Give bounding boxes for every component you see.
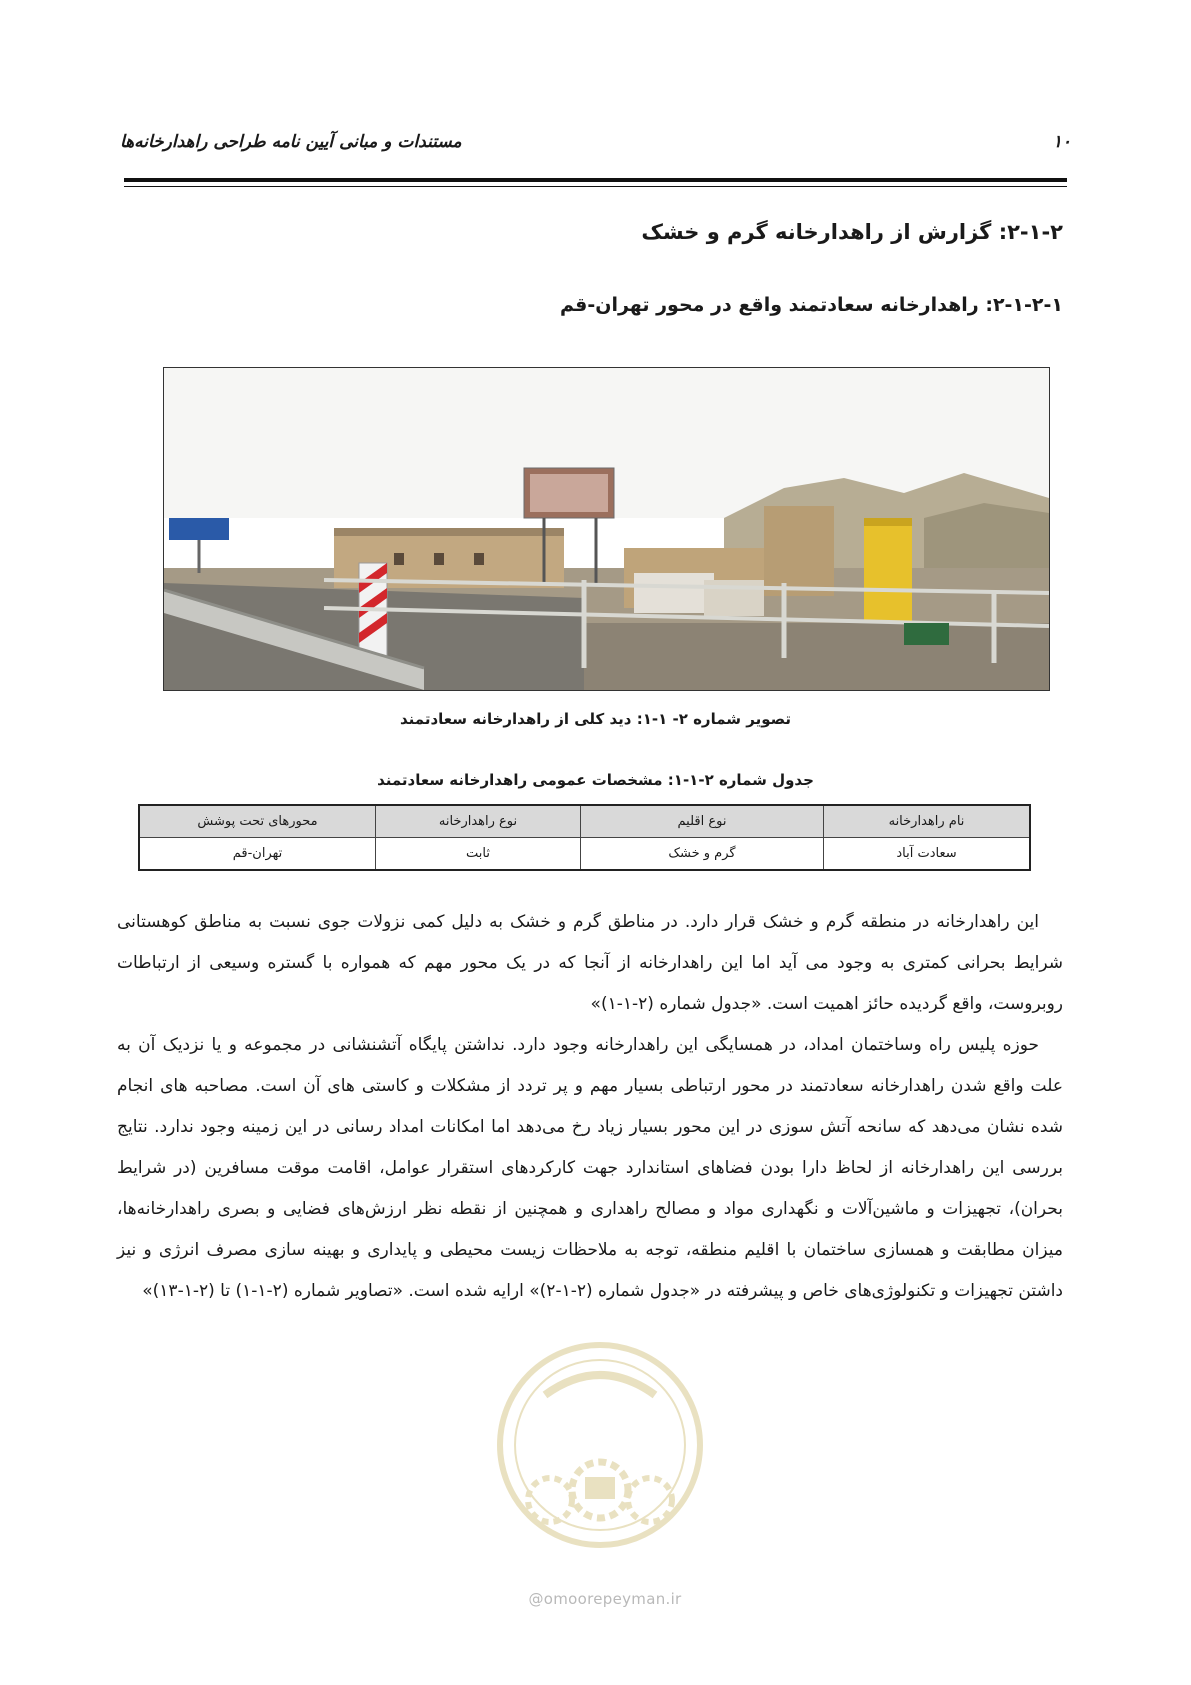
- table-row: [139, 838, 1030, 871]
- paragraph: این راهدارخانه در منطقه گرم و خشک قرار دارد. در مناطق گرم و خشک به دلیل کمی نزولات جوی نسبت به مناطق کوهستانی شرایط بحرانی کمتری به وجود می آید اما این راهدارخانه از آنجا که در یک محور مهم که همواره با گستره وسیعی از ارتباطات روبروست، واقع گردیده حائز اهمیت است. «جدول شماره (۲-۱-۱)»: [117, 912, 1063, 1014]
- header-rule-thin: [124, 186, 1067, 187]
- watermark-logo: [485, 1325, 715, 1585]
- table-header-cell: محورهای تحت پوشش: [139, 805, 376, 838]
- table-cell: گرم و خشک: [581, 838, 824, 871]
- table-header-cell: نوع راهدارخانه: [376, 805, 581, 838]
- table-caption: جدول شماره ۲-۱-۱: مشخصات عمومی راهدارخانه سعادتمند: [377, 771, 814, 789]
- watermark-url: @omoorepeyman.ir: [528, 1590, 682, 1608]
- table-cell: تهران-قم: [139, 838, 376, 871]
- subsection-heading: ۲-۱-۲-۱: راهدارخانه سعادتمند واقع در محور تهران-قم: [560, 294, 1063, 316]
- paragraph: حوزه پلیس راه وساختمان امداد، در همسایگی این راهدارخانه وجود دارد. نداشتن پایگاه آتشنشانی در مجموعه و یا نزدیک آن به علت واقع شدن راهدارخانه سعادتمند در محور ارتباطی بسیار مهم و پر تردد از مشکلات و کاستی های آن است. مصاحبه های انجام شده نشان می‌دهد که سانحه آتش سوزی در این محور بسیار زیاد رخ می‌دهد اما امکانات امداد رسانی در این زمینه وجود ندارد. نتایج بررسی این راهدارخانه از لحاظ دارا بودن فضاهای استاندارد جهت کارکردهای استقرار عوامل، اقامت موقت مسافرین (در شرایط بحران)، تجهیزات و ماشین‌آلات و نگهداری مواد و مصالح راهداری و همچنین از نقطه نظر ارزش‌های فضایی و بصری راهدارخانه‌ها، میزان مطابقت و همسازی ساختمان با اقلیم منطقه، توجه به ملاحظات زیست محیطی و پایداری و بهینه سازی مصرف انرژی و نیز داشتن تجهیزات و تکنولوژی‌های خاص و پیشرفته در «جدول شماره (۲-۱-۲)» ارایه شده است. «تصاویر شماره (۲-۱-۱) تا (۲-۱-۱۳)»: [117, 1035, 1063, 1301]
- table-cell: سعادت آباد: [824, 838, 1031, 871]
- table-header-cell: نوع اقلیم: [581, 805, 824, 838]
- station-photo-illustration: [164, 368, 1049, 690]
- body-text: [117, 902, 1063, 1312]
- page-number: ۱۰: [1052, 132, 1071, 152]
- station-photo: [163, 367, 1050, 691]
- table-cell: ثابت: [376, 838, 581, 871]
- table-header-cell: نام راهدارخانه: [824, 805, 1031, 838]
- book-title: مستندات و مبانی آیین نامه طراحی راهدارخانه‌ها: [120, 132, 462, 152]
- station-info-table: [138, 804, 1031, 871]
- section-heading: ۲-۱-۲: گزارش از راهدارخانه گرم و خشک: [641, 220, 1063, 244]
- table-header-row: [139, 805, 1030, 838]
- running-header: [120, 128, 1071, 160]
- figure-caption: تصویر شماره ۲- ۱-۱: دید کلی از راهدارخانه سعادتمند: [399, 710, 792, 728]
- header-rule: [124, 178, 1067, 182]
